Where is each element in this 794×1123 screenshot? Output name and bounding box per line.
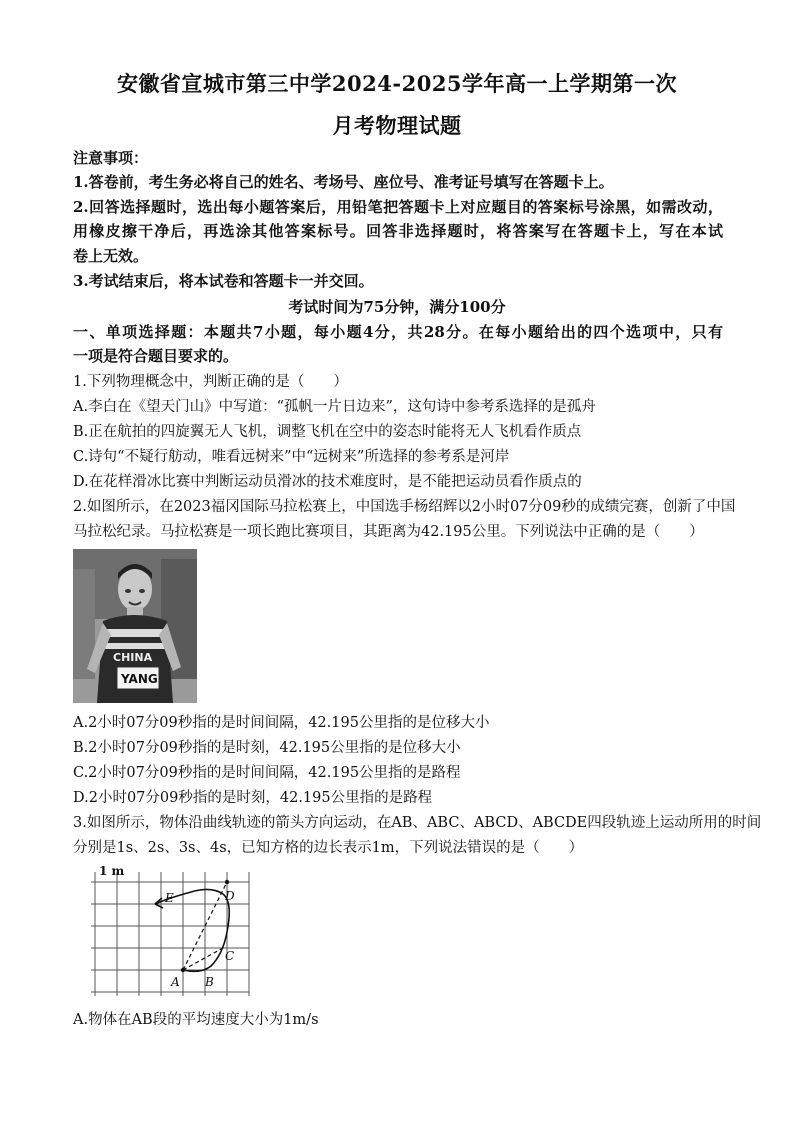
exam-title-line1: 安徽省宣城市第三中学2024-2025学年高一上学期第一次 bbox=[116, 71, 678, 96]
notice-item-2-line2: 用橡皮擦干净后，再选涂其他答案标号。回答非选择题时，将答案写在答题卡上，写在本试 bbox=[73, 222, 723, 240]
section1-heading-line2: 一项是符合题目要求的。 bbox=[73, 347, 239, 365]
photo-bib-text: YANG bbox=[121, 672, 158, 686]
notice-item-2-line1: 2.回答选择题时，选出每小题答案后，用铅笔把答题卡上对应题目的答案标号涂黑，如需改动， bbox=[73, 198, 723, 216]
section1-heading-line1: 一、单项选择题：本题共7小题，每小题4分，共28分。在每小题给出的四个选项中，只有 bbox=[73, 323, 723, 341]
q2-option-a: A.2小时07分09秒指的是时间间隔，42.195公里指的是位移大小 bbox=[73, 715, 490, 731]
q1-option-b: B.正在航拍的四旋翼无人飞机，调整飞机在空中的姿态时能将无人飞机看作质点 bbox=[73, 424, 582, 440]
q1-option-a: A.李白在《望天门山》中写道：“孤帆一片日边来”，这句诗中参考系选择的是孤舟 bbox=[73, 399, 596, 415]
q1-option-d: D.在花样滑冰比赛中判断运动员滑冰的技术难度时，是不能把运动员看作质点的 bbox=[73, 474, 582, 490]
q1-stem: 1.下列物理概念中，判断正确的是（ ） bbox=[73, 374, 348, 390]
point-d bbox=[225, 880, 229, 884]
marathon-runner-photo bbox=[73, 549, 197, 703]
label-c: C bbox=[225, 949, 235, 963]
exam-title-line2: 月考物理试题 bbox=[332, 113, 462, 138]
label-b: B bbox=[205, 975, 214, 989]
label-d: D bbox=[225, 889, 235, 903]
q2-stem-line2: 马拉松纪录。马拉松赛是一项长跑比赛项目，其距离为42.195公里。下列说法中正确的是（ ） bbox=[73, 524, 704, 540]
q3-stem-line2: 分别是1s、2s、3s、4s，已知方格的边长表示1m，下列说法错误的是（ ） bbox=[73, 840, 584, 856]
label-e: E bbox=[165, 891, 174, 905]
photo-shirt-text: CHINA bbox=[113, 651, 153, 664]
q2-stem-line1: 2.如图所示，在2023福冈国际马拉松赛上，中国选手杨绍辉以2小时07分09秒的成绩完赛，创新了中国 bbox=[73, 499, 736, 515]
notice-item-3: 3.考试结束后，将本试卷和答题卡一并交回。 bbox=[73, 272, 374, 290]
q2-option-c: C.2小时07分09秒指的是时间间隔，42.195公里指的是路程 bbox=[73, 765, 461, 781]
q2-option-d: D.2小时07分09秒指的是时刻，42.195公里指的是路程 bbox=[73, 790, 433, 806]
q2-option-b: B.2小时07分09秒指的是时刻，42.195公里指的是位移大小 bbox=[73, 740, 461, 756]
q1-option-c: C.诗句“不疑行舫动，唯看远树来”中“远树来”所选择的参考系是河岸 bbox=[73, 449, 510, 465]
point-a bbox=[181, 968, 185, 972]
q3-option-a: A.物体在AB段的平均速度大小为1m/s bbox=[73, 1012, 319, 1028]
q3-stem-line1: 3.如图所示，物体沿曲线轨迹的箭头方向运动，在AB、ABC、ABCD、ABCDE四段轨迹上运动所用的时间 bbox=[73, 815, 762, 831]
notice-item-1: 1.答卷前，考生务必将自己的姓名、考场号、座位号、准考证号填写在答题卡上。 bbox=[73, 173, 614, 191]
trajectory-grid-figure bbox=[73, 862, 253, 1002]
grid-scale-label: 1 m bbox=[99, 864, 125, 878]
notice-heading: 注意事项： bbox=[73, 149, 149, 167]
notice-item-2-line3: 卷上无效。 bbox=[73, 247, 149, 265]
label-a: A bbox=[171, 975, 180, 989]
exam-time-info: 考试时间为75分钟，满分100分 bbox=[288, 298, 506, 316]
